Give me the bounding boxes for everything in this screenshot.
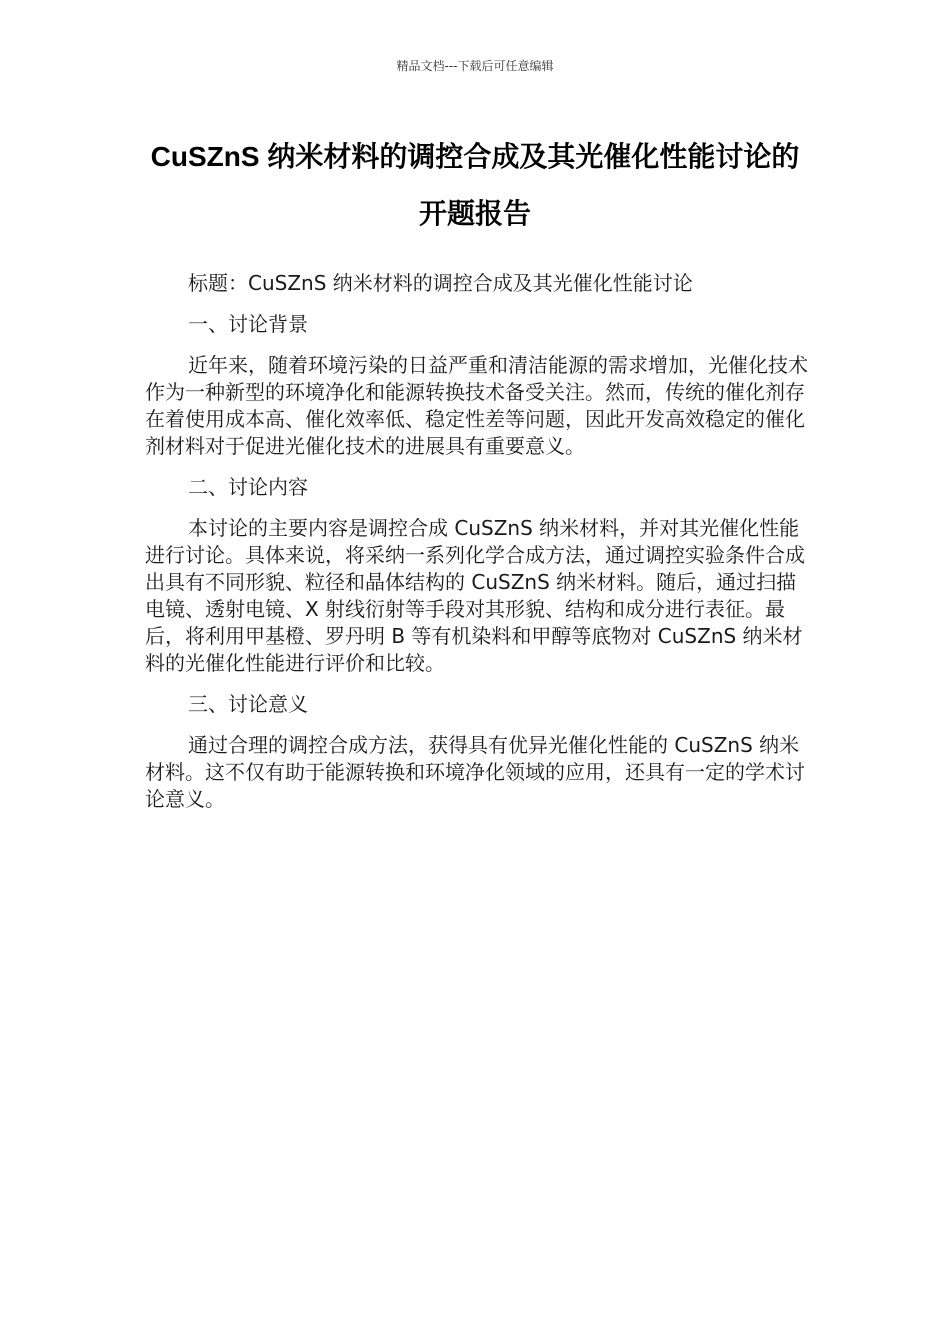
section-heading-significance: 三、讨论意义	[188, 692, 308, 716]
page-header: 精品文档---下载后可任意编辑	[396, 59, 554, 73]
title-line-2: 开题报告	[418, 198, 531, 229]
title-line-1: CuSZnS 纳米材料的调控合成及其光催化性能讨论的	[150, 141, 800, 172]
document-title	[110, 128, 840, 242]
section-heading-background: 一、讨论背景	[188, 312, 308, 336]
section-text-content: 本讨论的主要内容是调控合成 CuSZnS 纳米材料，并对其光催化性能进行讨论。具体来说，将采纳一系列化学合成方法，通过调控实验条件合成出具有不同形貌、粒径和晶体结构的 CuSZnS 纳米材料。随后，通过扫描电镜、透射电镜、X 射线衍射等手段对其形貌、结构和成分进行表征。最后，将利用甲基橙、罗丹明 B 等有机染料和甲醇等底物对 CuSZnS 纳米材料的光催化性能进行评价和比较。	[145, 516, 805, 675]
topic-line: 标题：CuSZnS 纳米材料的调控合成及其光催化性能讨论	[188, 271, 693, 295]
section-text-background: 近年来，随着环境污染的日益严重和清洁能源的需求增加，光催化技术作为一种新型的环境净化和能源转换技术备受关注。然而，传统的催化剂存在着使用成本高、催化效率低、稳定性差等问题，因此开发高效稳定的催化剂材料对于促进光催化技术的进展具有重要意义。	[145, 353, 808, 458]
document-body	[145, 270, 810, 827]
section-heading-content: 二、讨论内容	[188, 475, 308, 499]
section-text-significance: 通过合理的调控合成方法，获得具有优异光催化性能的 CuSZnS 纳米材料。这不仅有助于能源转换和环境净化领域的应用，还具有一定的学术讨论意义。	[145, 733, 805, 811]
